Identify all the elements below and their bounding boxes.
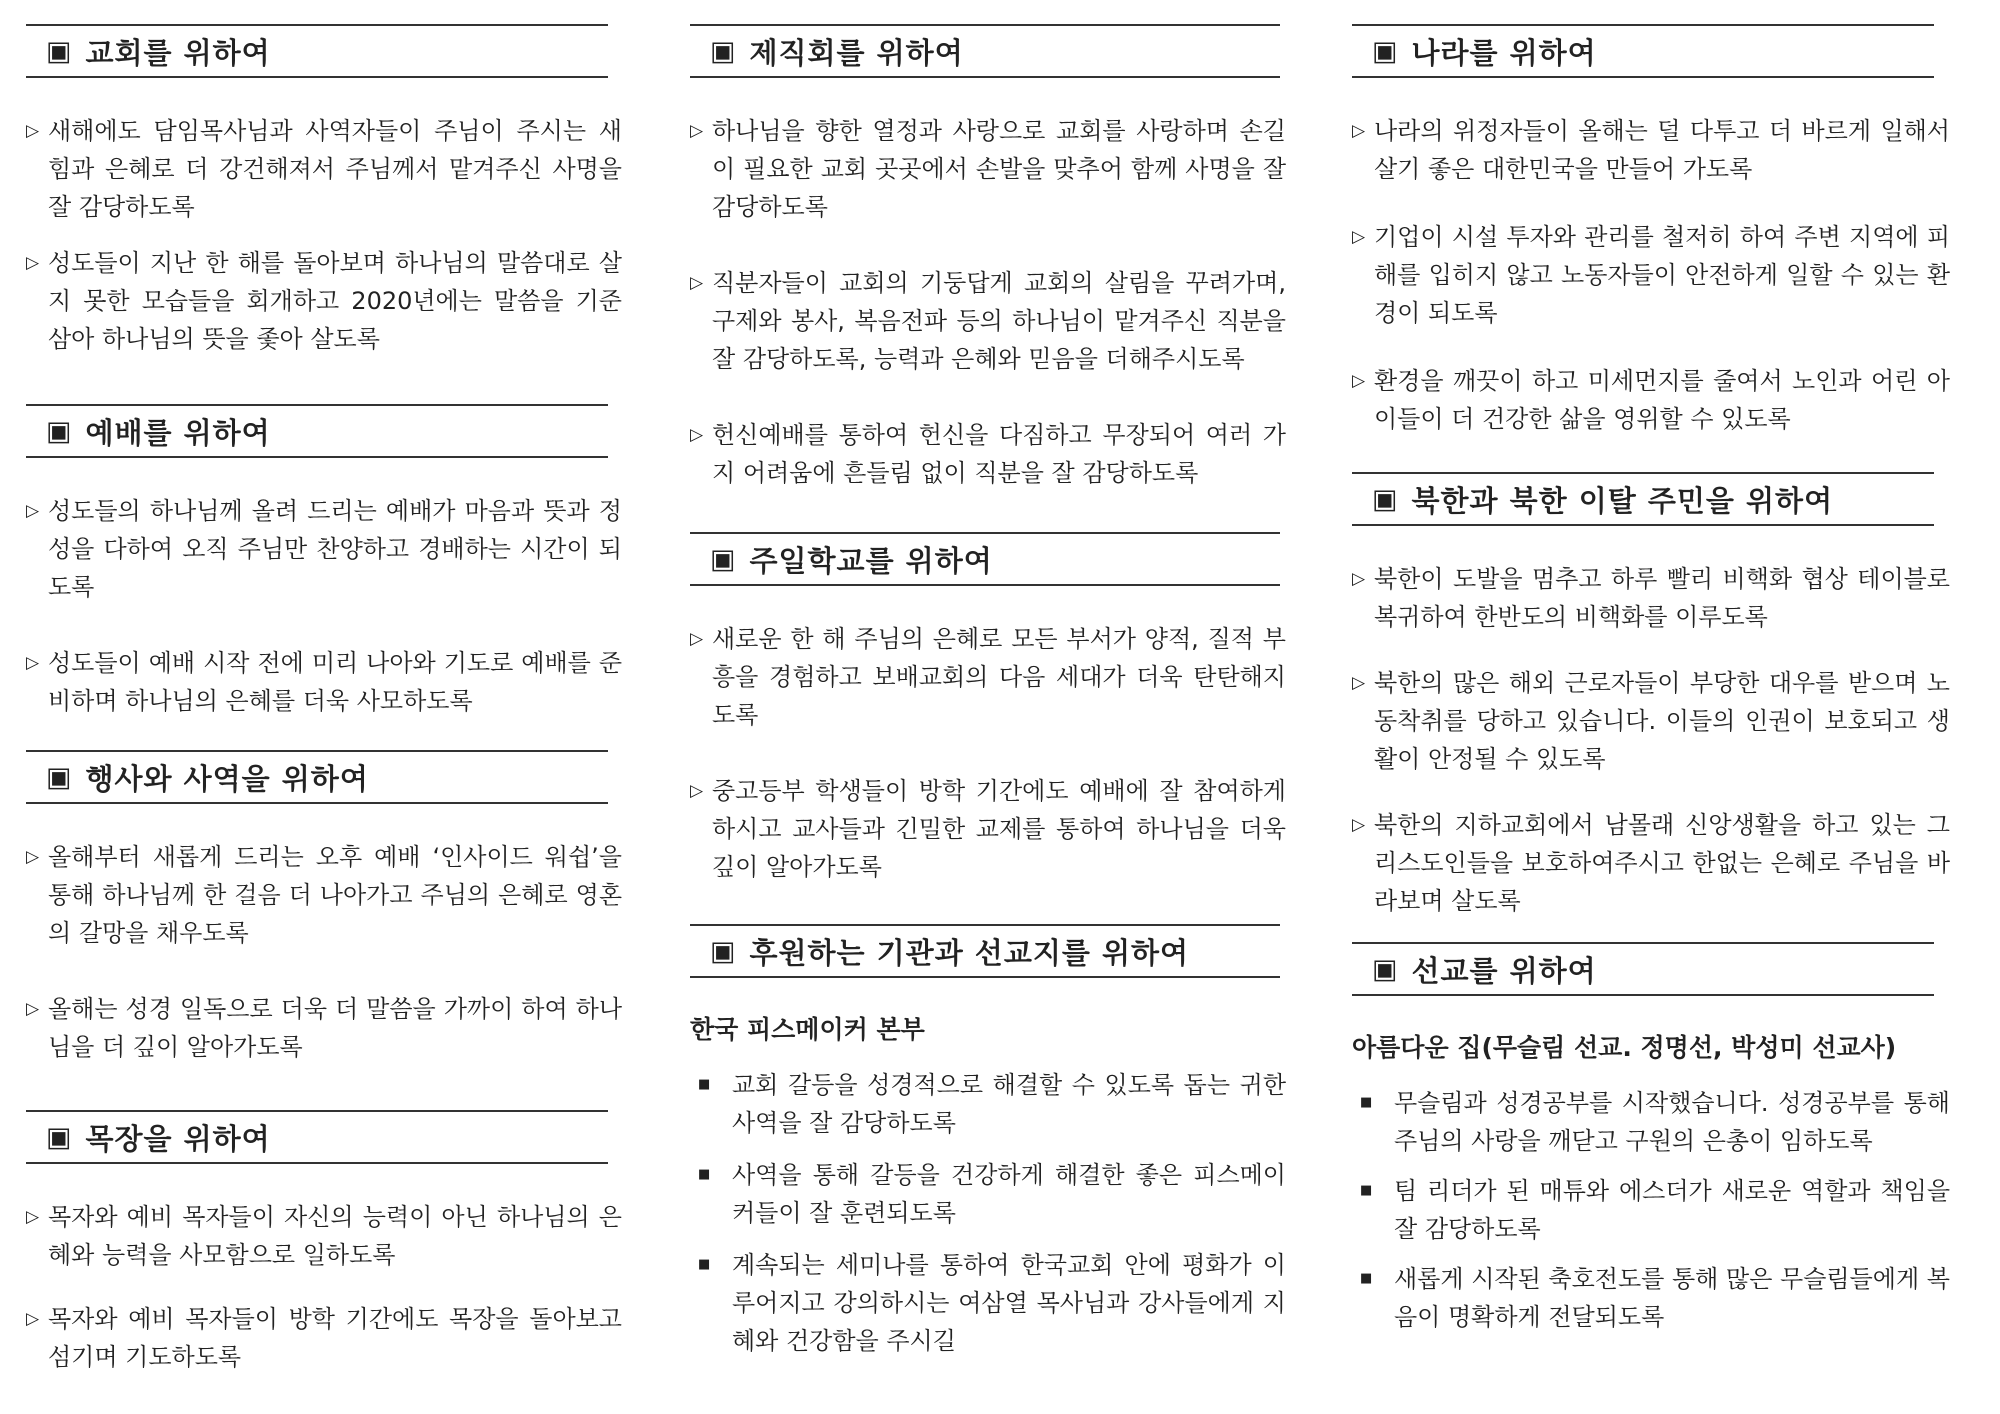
section-events — [26, 750, 622, 1066]
section-header — [690, 24, 1280, 78]
missionary-name: 아름다운 집(무슬림 선교. 정명선, 박성미 선교사) — [1352, 1033, 1897, 1062]
list-item-text: 사역을 통해 갈등을 건강하게 해결한 좋은 피스메이커들이 잘 훈련되도록 — [732, 1161, 1286, 1227]
section-header — [26, 750, 608, 804]
section-header — [26, 24, 608, 78]
prayer-item — [1352, 112, 1950, 188]
section-header — [1352, 942, 1934, 996]
triangle-bullet-icon: ▷ — [1352, 371, 1366, 391]
section-title: 주일학교를 위하여 — [749, 543, 993, 578]
organization-name: 한국 피스메이커 본부 — [690, 1015, 925, 1044]
prayer-text: 하나님을 향한 열정과 사랑으로 교회를 사랑하며 손길이 필요한 교회 곳곳에서 손발을 맞추어 함께 사명을 잘 감당하도록 — [712, 117, 1286, 221]
triangle-bullet-icon: ▷ — [26, 1207, 40, 1227]
triangle-bullet-icon: ▷ — [26, 653, 40, 673]
list-item — [1352, 1172, 1950, 1248]
prayer-item — [26, 1198, 622, 1274]
prayer-item — [26, 112, 622, 226]
section-cell — [26, 1110, 622, 1376]
list-item — [690, 1066, 1286, 1142]
section-title: 예배를 위하여 — [85, 415, 271, 450]
section-title: 교회를 위하여 — [85, 35, 271, 70]
square-bullet-icon: ▣ — [710, 35, 736, 67]
section-header — [690, 532, 1280, 586]
triangle-bullet-icon: ▷ — [1352, 121, 1366, 141]
prayer-text: 새로운 한 해 주님의 은혜로 모든 부서가 양적, 질적 부흥을 경험하고 보배교회의 다음 세대가 더욱 탄탄해지도록 — [712, 625, 1286, 729]
prayer-item — [26, 244, 622, 358]
prayer-text: 북한의 많은 해외 근로자들이 부당한 대우를 받으며 노동착취를 당하고 있습니다. 이들의 인권이 보호되고 생활이 안정될 수 있도록 — [1374, 669, 1950, 773]
prayer-item — [26, 644, 622, 720]
square-bullet-icon: ▣ — [710, 543, 736, 575]
prayer-item — [26, 838, 622, 952]
section-sunday-school — [690, 532, 1286, 886]
section-header — [26, 404, 608, 458]
prayer-item — [690, 620, 1286, 734]
prayer-text: 목자와 예비 목자들이 방학 기간에도 목장을 돌아보고 섬기며 기도하도록 — [48, 1305, 622, 1371]
section-header — [1352, 24, 1934, 78]
prayer-item — [690, 772, 1286, 886]
triangle-bullet-icon: ▷ — [1352, 815, 1366, 835]
square-bullet-icon: ▣ — [46, 415, 72, 447]
section-title: 북한과 북한 이탈 주민을 위하여 — [1411, 483, 1834, 518]
triangle-bullet-icon: ▷ — [1352, 569, 1366, 589]
triangle-bullet-icon: ▷ — [26, 253, 40, 273]
prayer-text: 나라의 위정자들이 올해는 덜 다투고 더 바르게 일해서 살기 좋은 대한민국을 만들어 가도록 — [1374, 117, 1950, 183]
prayer-text: 올해부터 새롭게 드리는 오후 예배 ‘인사이드 워쉽’을 통해 하나님께 한 걸음 더 나아가고 주님의 은혜로 영혼의 갈망을 채우도록 — [48, 843, 622, 947]
section-mission — [1352, 942, 1950, 1336]
prayer-item — [1352, 664, 1950, 778]
section-nation — [1352, 24, 1950, 438]
prayer-item — [26, 1300, 622, 1376]
prayer-text: 성도들이 예배 시작 전에 미리 나아와 기도로 예배를 준비하며 하나님의 은혜를 더욱 사모하도록 — [48, 649, 622, 715]
prayer-text: 북한이 도발을 멈추고 하루 빨리 비핵화 협상 테이블로 복귀하여 한반도의 비핵화를 이루도록 — [1374, 565, 1950, 631]
list-item — [1352, 1084, 1950, 1160]
section-title: 목장을 위하여 — [85, 1121, 271, 1156]
triangle-bullet-icon: ▷ — [690, 781, 704, 801]
section-title: 후원하는 기관과 선교지를 위하여 — [749, 935, 1190, 970]
prayer-item — [1352, 362, 1950, 438]
prayer-text: 성도들의 하나님께 올려 드리는 예배가 마음과 뜻과 정성을 다하여 오직 주님만 찬양하고 경배하는 시간이 되도록 — [48, 497, 622, 601]
square-bullet-icon: ▣ — [46, 761, 72, 793]
triangle-bullet-icon: ▷ — [26, 501, 40, 521]
triangle-bullet-icon: ▷ — [690, 425, 704, 445]
square-bullet-icon: ▣ — [710, 935, 736, 967]
triangle-bullet-icon: ▷ — [26, 999, 40, 1019]
prayer-item — [1352, 560, 1950, 636]
triangle-bullet-icon: ▷ — [26, 1309, 40, 1329]
triangle-bullet-icon: ▷ — [1352, 673, 1366, 693]
section-title: 제직회를 위하여 — [749, 35, 964, 70]
prayer-item — [1352, 218, 1950, 332]
section-worship — [26, 404, 622, 720]
list-item-text: 팀 리더가 된 매튜와 에스더가 새로운 역할과 책임을 잘 감당하도록 — [1394, 1177, 1950, 1243]
black-square-icon: ■ — [698, 1077, 711, 1092]
triangle-bullet-icon: ▷ — [26, 847, 40, 867]
prayer-item — [690, 112, 1286, 226]
black-square-icon: ■ — [1360, 1271, 1373, 1286]
section-header — [690, 924, 1280, 978]
black-square-icon: ■ — [698, 1257, 711, 1272]
list-item-text: 계속되는 세미나를 통하여 한국교회 안에 평화가 이루어지고 강의하시는 여삼열 목사님과 강사들에게 지혜와 건강함을 주시길 — [732, 1251, 1286, 1355]
prayer-text: 올해는 성경 일독으로 더욱 더 말씀을 가까이 하여 하나님을 더 깊이 알아가도록 — [48, 995, 622, 1061]
list-item-text: 교회 갈등을 성경적으로 해결할 수 있도록 돕는 귀한 사역을 잘 감당하도록 — [732, 1071, 1286, 1137]
triangle-bullet-icon: ▷ — [690, 273, 704, 293]
list-item-text: 새롭게 시작된 축호전도를 통해 많은 무슬림들에게 복음이 명확하게 전달되도록 — [1394, 1265, 1950, 1331]
square-bullet-icon: ▣ — [46, 1121, 72, 1153]
black-square-icon: ■ — [1360, 1095, 1373, 1110]
square-bullet-icon: ▣ — [1372, 953, 1398, 985]
list-item-text: 무슬림과 성경공부를 시작했습니다. 성경공부를 통해 주님의 사랑을 깨닫고 구원의 은총이 임하도록 — [1394, 1089, 1950, 1155]
section-header — [1352, 472, 1934, 526]
triangle-bullet-icon: ▷ — [1352, 227, 1366, 247]
prayer-text: 북한의 지하교회에서 남몰래 신앙생활을 하고 있는 그리스도인들을 보호하여주시고 한없는 은혜로 주님을 바라보며 살도록 — [1374, 811, 1950, 915]
black-square-icon: ■ — [698, 1167, 711, 1182]
prayer-text: 기업이 시설 투자와 관리를 철저히 하여 주변 지역에 피해를 입히지 않고 노동자들이 안전하게 일할 수 있는 환경이 되도록 — [1374, 223, 1950, 327]
section-officers — [690, 24, 1286, 492]
prayer-text: 새해에도 담임목사님과 사역자들이 주님이 주시는 새 힘과 은혜로 더 강건해져서 주님께서 맡겨주신 사명을 잘 감당하도록 — [48, 117, 622, 221]
prayer-item — [1352, 806, 1950, 920]
square-bullet-icon: ▣ — [46, 35, 72, 67]
section-title: 행사와 사역을 위하여 — [85, 761, 369, 796]
prayer-item — [26, 990, 622, 1066]
prayer-text: 목자와 예비 목자들이 자신의 능력이 아닌 하나님의 은혜와 능력을 사모함으로 일하도록 — [48, 1203, 622, 1269]
prayer-text: 환경을 깨끗이 하고 미세먼지를 줄여서 노인과 어린 아이들이 더 건강한 삶을 영위할 수 있도록 — [1374, 367, 1950, 433]
prayer-item — [26, 492, 622, 606]
triangle-bullet-icon: ▷ — [26, 121, 40, 141]
triangle-bullet-icon: ▷ — [690, 121, 704, 141]
section-header — [26, 1110, 608, 1164]
prayer-item — [690, 264, 1286, 378]
prayer-item — [690, 416, 1286, 492]
square-bullet-icon: ▣ — [1372, 35, 1398, 67]
section-church — [26, 24, 622, 358]
section-north-korea — [1352, 472, 1950, 920]
prayer-text: 헌신예배를 통하여 헌신을 다짐하고 무장되어 여러 가지 어려움에 흔들림 없이 직분을 잘 감당하도록 — [712, 421, 1286, 487]
prayer-text: 성도들이 지난 한 해를 돌아보며 하나님의 말씀대로 살지 못한 모습들을 회개하고 2020년에는 말씀을 기준 삼아 하나님의 뜻을 좇아 살도록 — [48, 249, 622, 353]
list-item — [690, 1246, 1286, 1360]
list-item — [690, 1156, 1286, 1232]
black-square-icon: ■ — [1360, 1183, 1373, 1198]
section-title: 나라를 위하여 — [1411, 35, 1597, 70]
triangle-bullet-icon: ▷ — [690, 629, 704, 649]
section-support — [690, 924, 1286, 1360]
square-bullet-icon: ▣ — [1372, 483, 1398, 515]
prayer-text: 중고등부 학생들이 방학 기간에도 예배에 잘 참여하게 하시고 교사들과 긴밀한 교제를 통하여 하나님을 더욱 깊이 알아가도록 — [712, 777, 1286, 881]
prayer-text: 직분자들이 교회의 기둥답게 교회의 살림을 꾸려가며, 구제와 봉사, 복음전파 등의 하나님이 맡겨주신 직분을 잘 감당하도록, 능력과 은혜와 믿음을 더해주시도록 — [712, 269, 1286, 373]
list-item — [1352, 1260, 1950, 1336]
section-title: 선교를 위하여 — [1411, 953, 1597, 988]
